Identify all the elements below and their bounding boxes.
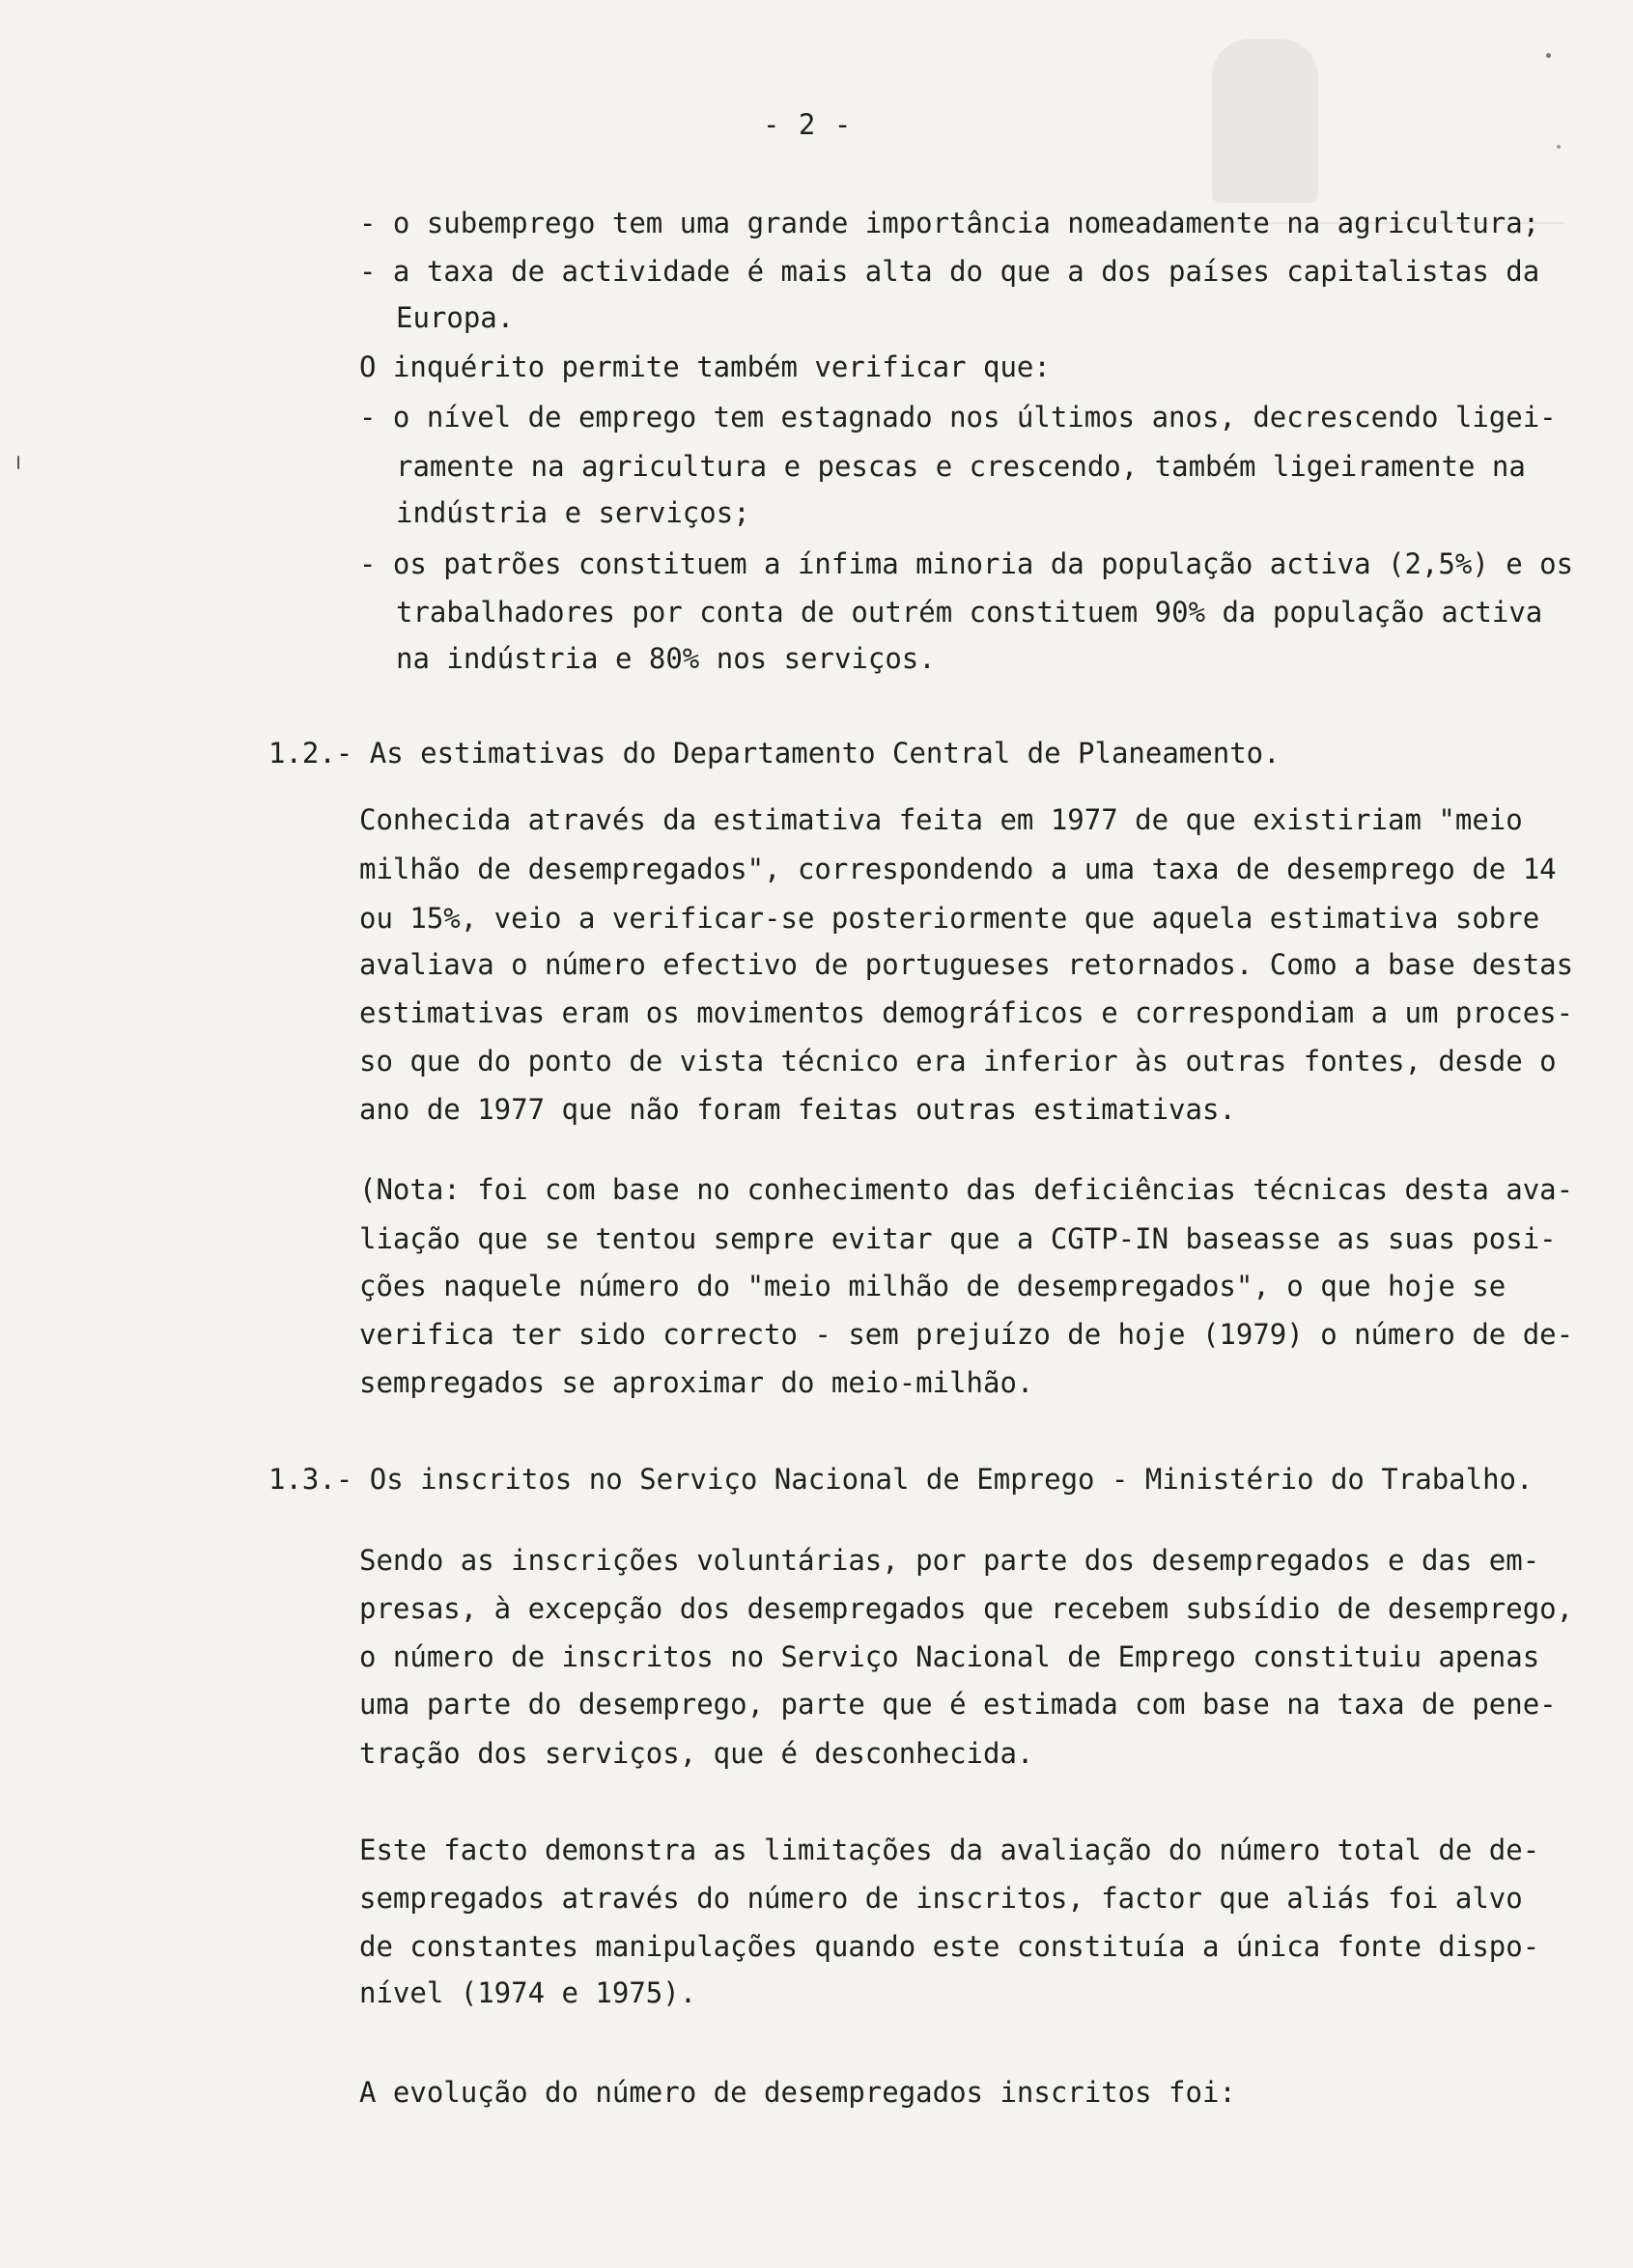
text-line: Este facto demonstra as limitações da avaliação do número total de de- [359, 1834, 1540, 1866]
text-line: ou 15%, veio a verificar-se posteriormente que aquela estimativa sobre [359, 902, 1540, 935]
section-heading: 1.3.- Os inscritos no Serviço Nacional de Emprego - Ministério do Trabalho. [268, 1463, 1534, 1496]
text-line: O inquérito permite também verificar que: [359, 350, 1051, 383]
text-line: presas, à excepção dos desempregados que recebem subsídio de desemprego, [359, 1592, 1574, 1625]
text-line: so que do ponto de vista técnico era inferior às outras fontes, desde o [359, 1045, 1557, 1078]
bleed-through-logo [1212, 39, 1318, 203]
note-line: liação que se tentou sempre evitar que a CGTP-IN baseasse as suas posi- [359, 1222, 1557, 1255]
scan-speck [1557, 145, 1561, 149]
section-heading: 1.2.- As estimativas do Departamento Central de Planeamento. [268, 737, 1281, 770]
text-line: avaliava o número efectivo de portugueses retornados. Como a base destas [359, 948, 1574, 981]
text-line: - os patrões constituem a ínfima minoria da população activa (2,5%) e os [359, 547, 1574, 580]
text-line: de constantes manipulações quando este constituía a única fonte dispo- [359, 1930, 1540, 1963]
text-line: o número de inscritos no Serviço Nacional de Emprego constituiu apenas [359, 1640, 1540, 1673]
text-line: - o nível de emprego tem estagnado nos últimos anos, decrescendo ligei- [359, 401, 1557, 434]
text-line: Conhecida através da estimativa feita em 1977 de que existiriam "meio [359, 803, 1523, 836]
text-line: - a taxa de actividade é mais alta do que a dos países capitalistas da [359, 255, 1540, 288]
note-line: ções naquele número do "meio milhão de desempregados", o que hoje se [359, 1270, 1506, 1302]
scan-mark [17, 456, 19, 469]
text-line: sempregados através do número de inscritos, factor que aliás foi alvo [359, 1882, 1523, 1915]
text-line: Europa. [396, 301, 515, 334]
page-number: - 2 - [763, 108, 853, 141]
note-line: sempregados se aproximar do meio-milhão. [359, 1366, 1034, 1399]
text-line: estimativas eram os movimentos demográficos e correspondiam a um proces- [359, 996, 1574, 1029]
text-line: tração dos serviços, que é desconhecida. [359, 1737, 1034, 1770]
scan-speck [1546, 53, 1551, 58]
text-line: Sendo as inscrições voluntárias, por parte dos desempregados e das em- [359, 1544, 1540, 1577]
text-line: ano de 1977 que não foram feitas outras estimativas. [359, 1093, 1236, 1126]
text-line: uma parte do desemprego, parte que é estimada com base na taxa de pene- [359, 1688, 1557, 1721]
text-line: A evolução do número de desempregados inscritos foi: [359, 2076, 1236, 2109]
text-line: milhão de desempregados", correspondendo a uma taxa de desemprego de 14 [359, 853, 1557, 885]
text-line: ramente na agricultura e pescas e crescendo, também ligeiramente na [396, 450, 1526, 483]
text-line: - o subemprego tem uma grande importância nomeadamente na agricultura; [359, 207, 1540, 239]
note-line: (Nota: foi com base no conhecimento das deficiências técnicas desta ava- [359, 1173, 1574, 1206]
text-line: indústria e serviços; [396, 496, 750, 529]
text-line: trabalhadores por conta de outrém constituem 90% da população activa [396, 596, 1543, 629]
text-line: nível (1974 e 1975). [359, 1976, 697, 2009]
note-line: verifica ter sido correcto - sem prejuízo de hoje (1979) o número de de- [359, 1318, 1574, 1351]
text-line: na indústria e 80% nos serviços. [396, 642, 936, 675]
